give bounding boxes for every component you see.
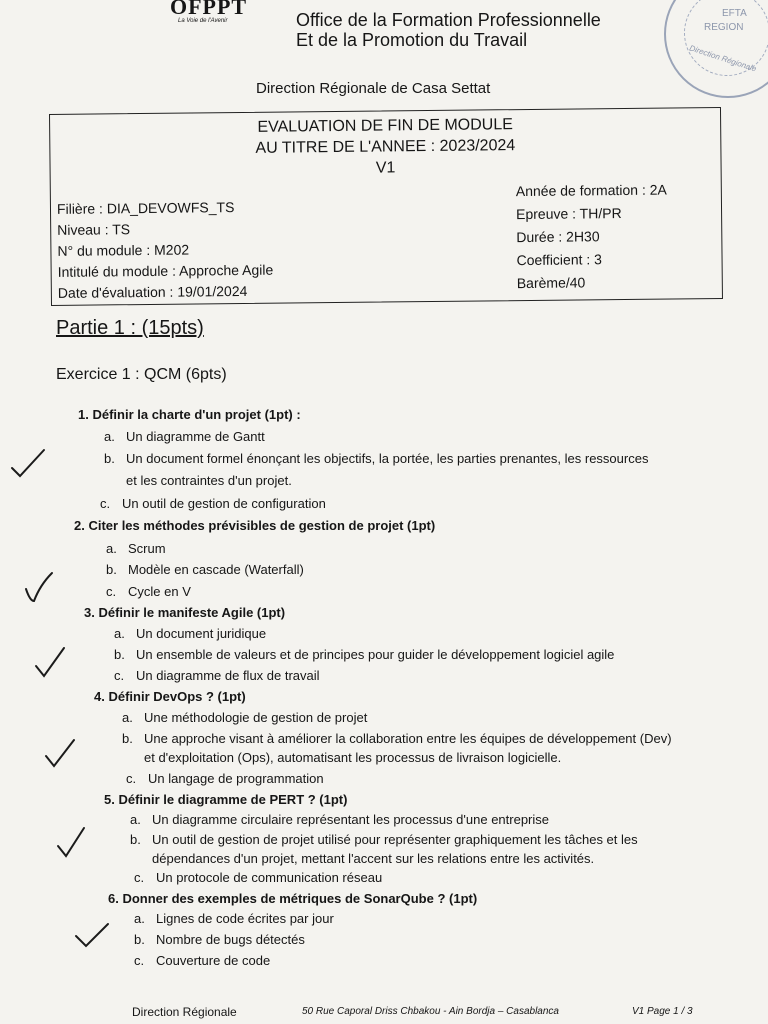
option-1b-continued: [104, 471, 292, 491]
checkmark-icon: [32, 646, 72, 680]
evaluation-title-line-2: AU TITRE DE L'ANNEE : 2023/2024: [255, 137, 516, 157]
option-text: Un ensemble de valeurs et de principes pour guider le développement logiciel agile: [136, 647, 615, 662]
footer-direction: Direction Régionale: [132, 1005, 237, 1019]
option-1a: [104, 427, 265, 447]
partie-heading: Partie 1 : (15pts): [56, 317, 204, 339]
option-text: Nombre de bugs détectés: [156, 932, 305, 947]
option-text: Modèle en cascade (Waterfall): [128, 562, 304, 577]
option-text: Une méthodologie de gestion de projet: [144, 710, 368, 725]
question-number: 2.: [74, 518, 85, 533]
option-letter: c.: [114, 668, 125, 683]
question-number: 6.: [108, 891, 119, 906]
question-text: Citer les méthodes prévisibles de gestion de projet (1pt): [88, 518, 436, 533]
stamp-text-3: Direction Régionale: [688, 43, 758, 74]
detail-niveau: Niveau : TS: [57, 221, 131, 238]
ofppt-logo: OFPPT: [170, 0, 248, 19]
option-1c: [100, 494, 326, 514]
office-line-1: Office de la Formation Professionnelle: [296, 10, 601, 30]
option-4b-continued: [122, 748, 561, 768]
checkmark-icon: [52, 826, 92, 860]
option-2c: [106, 582, 191, 602]
option-5c: [134, 868, 382, 888]
option-text: dépendances d'un projet, mettant l'accent sur les relations entre les activités.: [152, 851, 595, 866]
option-letter: b.: [130, 832, 141, 847]
official-stamp: [664, 0, 768, 98]
option-letter: b.: [104, 451, 115, 466]
option-letter: a.: [130, 812, 141, 827]
option-letter: c.: [100, 496, 111, 511]
regional-direction: Direction Régionale de Casa Settat: [256, 80, 491, 97]
option-4a: [122, 708, 367, 728]
option-4c: [126, 769, 324, 789]
option-text: Un diagramme de Gantt: [126, 429, 265, 444]
question-3: [84, 603, 285, 623]
evaluation-version: V1: [375, 159, 396, 177]
footer-page-number: V1 Page 1 / 3: [632, 1006, 693, 1017]
option-letter: c.: [134, 953, 145, 968]
question-text: Définir le manifeste Agile (1pt): [98, 605, 286, 620]
exercice-heading: Exercice 1 : QCM (6pts): [56, 366, 227, 383]
option-text: Cycle en V: [128, 584, 191, 599]
option-letter: b.: [114, 647, 125, 662]
detail-filiere: Filière : DIA_DEVOWFS_TS: [56, 199, 235, 217]
option-letter: a.: [104, 429, 115, 444]
option-text: et les contraintes d'un projet.: [126, 473, 292, 488]
detail-bareme: Barème/40: [516, 274, 586, 292]
detail-evaluation-date: Date d'évaluation : 19/01/2024: [57, 282, 248, 301]
evaluation-details-left: [57, 197, 274, 304]
question-6: [108, 889, 477, 909]
evaluation-title: [50, 112, 721, 182]
option-text: Un document formel énonçant les objectifs, la portée, les parties prenantes, les ressources: [126, 451, 649, 466]
question-text: Définir DevOps ? (1pt): [108, 689, 246, 704]
option-2b: [106, 560, 304, 580]
checkmark-icon: [22, 571, 62, 605]
option-text: Un document juridique: [136, 626, 267, 641]
checkmark-icon: [72, 920, 112, 954]
option-text: Une approche visant à améliorer la collaboration entre les équipes de développement (Dev): [144, 731, 672, 746]
option-text: Un outil de gestion de configuration: [122, 496, 326, 511]
footer-address: 50 Rue Caporal Driss Chbakou - Ain Bordja – Casablanca: [302, 1006, 559, 1017]
option-3c: [114, 666, 320, 686]
office-heading: [296, 10, 601, 50]
option-text: Un langage de programmation: [148, 771, 324, 786]
checkmark-icon: [40, 736, 80, 770]
option-letter: a.: [114, 626, 125, 641]
option-text: et d'exploitation (Ops), automatisant les processus de livraison logicielle.: [144, 750, 562, 765]
option-text: Lignes de code écrites par jour: [156, 911, 334, 926]
option-text: Couverture de code: [156, 953, 271, 968]
logo-tagline: La Voie de l'Avenir: [178, 18, 228, 24]
option-text: Un protocole de communication réseau: [156, 870, 383, 885]
question-1: [78, 405, 301, 425]
option-6c: [134, 951, 270, 971]
detail-coefficient: Coefficient : 3: [516, 251, 602, 269]
option-2a: [106, 539, 166, 559]
question-text: Définir le diagramme de PERT ? (1pt): [118, 792, 348, 807]
option-letter: a.: [122, 710, 133, 725]
option-6a: [134, 909, 334, 929]
option-text: Un diagramme de flux de travail: [136, 668, 320, 683]
detail-epreuve: Epreuve : TH/PR: [515, 205, 622, 223]
option-1b: [104, 449, 648, 469]
option-text: Scrum: [128, 541, 166, 556]
option-text: Un diagramme circulaire représentant les processus d'une entreprise: [152, 812, 550, 827]
option-letter: b.: [122, 731, 133, 746]
question-text: Donner des exemples de métriques de SonarQube ? (1pt): [122, 891, 478, 906]
detail-module-title: Intitulé du module : Approche Agile: [57, 261, 274, 280]
option-text: Un outil de gestion de projet utilisé pour représenter graphiquement les tâches et les: [152, 832, 638, 847]
stamp-text-2: REGION: [704, 22, 744, 33]
stamp-text-1: EFTA: [722, 8, 747, 19]
evaluation-details-right: [516, 179, 668, 296]
evaluation-box: [49, 107, 723, 306]
detail-duree: Durée : 2H30: [516, 228, 600, 246]
option-5a: [130, 810, 549, 830]
option-letter: a.: [134, 911, 145, 926]
option-4b: [122, 729, 672, 749]
option-letter: c.: [126, 771, 137, 786]
evaluation-title-line-1: EVALUATION DE FIN DE MODULE: [257, 116, 513, 136]
detail-module-number: N° du module : M202: [57, 241, 190, 259]
checkmark-icon: [8, 446, 48, 480]
question-number: 1.: [78, 407, 89, 422]
question-number: 4.: [94, 689, 105, 704]
question-5: [104, 790, 347, 810]
question-4: [94, 687, 246, 707]
question-text: Définir la charte d'un projet (1pt) :: [92, 407, 301, 422]
option-letter: b.: [106, 562, 117, 577]
option-6b: [134, 930, 305, 950]
option-letter: c.: [106, 584, 117, 599]
question-number: 3.: [84, 605, 95, 620]
option-5b-continued: [130, 849, 594, 869]
option-letter: a.: [106, 541, 117, 556]
question-number: 5.: [104, 792, 115, 807]
option-letter: b.: [134, 932, 145, 947]
question-2: [74, 516, 435, 536]
option-3b: [114, 645, 614, 665]
detail-training-year: Année de formation : 2A: [515, 181, 667, 200]
office-line-2: Et de la Promotion du Travail: [296, 30, 528, 50]
option-letter: c.: [134, 870, 145, 885]
option-5b: [130, 830, 638, 850]
option-3a: [114, 624, 266, 644]
